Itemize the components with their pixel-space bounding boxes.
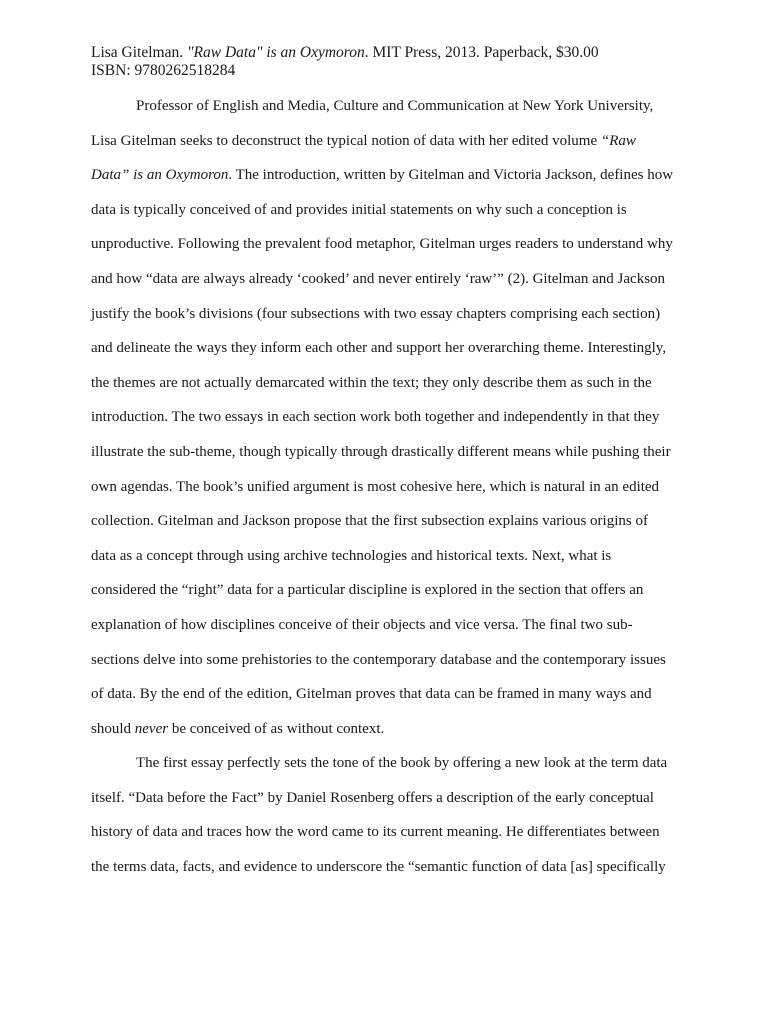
emphasis-italic: never bbox=[134, 720, 169, 737]
citation-author: Lisa Gitelman. bbox=[91, 44, 187, 61]
text-span: Lisa Gitelman seeks to deconstruct the typical notion of data with her edited volume bbox=[91, 132, 601, 149]
review-body bbox=[91, 89, 691, 885]
text-line: The first essay perfectly sets the tone of the book by offering a new look at the term data bbox=[136, 755, 668, 772]
text-line: illustrate the sub-theme, though typically through drastically different means while pushing their bbox=[91, 443, 671, 460]
text-line: data is typically conceived of and provides initial statements on why such a conception is bbox=[91, 201, 627, 218]
text-line: history of data and traces how the word came to its current meaning. He differentiates between bbox=[91, 824, 660, 841]
text-line: unproductive. Following the prevalent food metaphor, Gitelman urges readers to understand why bbox=[91, 236, 673, 253]
text-line: collection. Gitelman and Jackson propose that the first subsection explains various origins of bbox=[91, 513, 648, 530]
text-line bbox=[91, 124, 691, 159]
text-line: and delineate the ways they inform each other and support her overarching theme. Interestingly, bbox=[91, 340, 667, 357]
text-line: justify the book’s divisions (four subsections with two essay chapters comprising each section) bbox=[91, 305, 661, 322]
text-line bbox=[91, 712, 691, 747]
paragraph-2 bbox=[91, 746, 691, 884]
citation-publisher-price: . MIT Press, 2013. Paperback, $30.00 bbox=[364, 44, 599, 61]
text-span: should bbox=[91, 720, 135, 737]
text-line: Professor of English and Media, Culture and Communication at New York University, bbox=[136, 98, 654, 114]
paragraph-1 bbox=[91, 89, 691, 746]
text-line bbox=[91, 158, 691, 193]
book-title-italic: “Raw bbox=[600, 132, 636, 149]
citation-book-title: "Raw Data" is an Oxymoron bbox=[187, 44, 365, 61]
text-line: sections delve into some prehistories to the contemporary database and the contemporary issues bbox=[91, 651, 666, 668]
text-line: the themes are not actually demarcated within the text; they only describe them as such in the bbox=[91, 374, 652, 391]
text-line: own agendas. The book’s unified argument is most cohesive here, which is natural in an edited bbox=[91, 478, 660, 495]
citation-header bbox=[91, 44, 691, 80]
text-span: . The introduction, written by Gitelman and Victoria Jackson, defines how bbox=[228, 167, 674, 184]
text-span: be conceived of as without context. bbox=[168, 720, 385, 737]
text-line: considered the “right” data for a particular discipline is explored in the section that offers an bbox=[91, 582, 644, 599]
text-line: and how “data are always already ‘cooked’ and never entirely ‘raw’” (2). Gitelman and Jackson bbox=[91, 270, 666, 287]
text-line: itself. “Data before the Fact” by Daniel Rosenberg offers a description of the early conceptual bbox=[91, 789, 654, 806]
text-line: explanation of how disciplines conceive of their objects and vice versa. The final two sub- bbox=[91, 616, 633, 633]
text-line: the terms data, facts, and evidence to underscore the “semantic function of data [as] specifically bbox=[91, 859, 666, 876]
citation-line bbox=[91, 44, 691, 62]
text-line: introduction. The two essays in each section work both together and independently in that they bbox=[91, 409, 660, 426]
citation-isbn: ISBN: 9780262518284 bbox=[91, 62, 236, 79]
text-line: data as a concept through using archive technologies and historical texts. Next, what is bbox=[91, 547, 612, 564]
book-title-italic: Data” is an Oxymoron bbox=[91, 167, 229, 184]
text-line: of data. By the end of the edition, Gitelman proves that data can be framed in many ways and bbox=[91, 686, 652, 703]
